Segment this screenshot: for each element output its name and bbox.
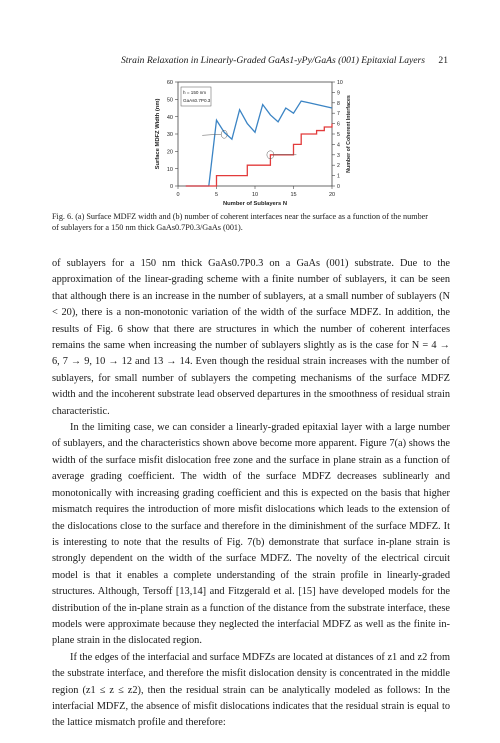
x-tick-label: 5 (214, 192, 219, 198)
y2-tick-label: 8 (337, 100, 340, 107)
paragraph-1: of sublayers for a 150 nm thick GaAs0.7P0.3 on a GaAs (001) substrate. Due to the approximation of the linear-grading scheme with a finite number of sublayers, it can be seen that although there is an increase in the number of sublayers, at a small number of sublayers (N < 20), there is a non-monotonic variation of the width of the surface MDFZ. In addition, the results of Fig. 6 show that there are structures in which the number of coherent interfaces remains the same when increasing the number of sublayers slightly as is the case for N = 4 → 6, 7 → 9, 10 → 12 and 13 → 14. Even though the residual strain increases with the number of sublayers, for small number of sublayers the competing mechanisms of the surface MDFZ width and the incoherent substrate lead observed departures in the smoothness of residual strain characteristic. (52, 258, 450, 417)
series-line-2 (186, 124, 332, 186)
running-title: Strain Relaxation in Linearly-Graded GaAs1-yPy/GaAs (001) Epitaxial Layers (120, 55, 425, 66)
page-number: 21 (438, 55, 448, 66)
y-tick-label: 10 (166, 166, 173, 173)
y-axis-label: Surface MDFZ Width (nm) (155, 98, 161, 170)
y2-tick-label: 1 (337, 173, 340, 180)
y-tick-label: 0 (169, 184, 173, 191)
caption-line-2: of sublayers for a 150 nm thick GaAs0.7P0.3/GaAs (001). (52, 223, 243, 233)
paragraph-3: If the edges of the interfacial and surface MDFZs are located at distances of z1 and z2 from the substrate interface, and therefore the misfit dislocation density is concentrated in the middle region (z1 ≤ z ≤ z2), then the residual strain can be analytically modeled as follows: In the interfacial MDFZ, the absence of misfit dislocations indicates that the residual strain is equal to the lattice mismatch profile and therefore: (52, 651, 450, 729)
figure-6-chart (150, 74, 355, 214)
x-tick-label: 0 (176, 192, 180, 198)
y2-tick-label: 9 (337, 90, 340, 97)
y-tick-label: 50 (166, 97, 173, 104)
chart-svg (150, 74, 355, 214)
y2-axis-label: Number of Coherent Interfaces (346, 95, 352, 173)
series-line-1 (186, 101, 332, 186)
blue-series-pointer (202, 134, 221, 135)
running-header (0, 55, 500, 71)
y-tick-label: 20 (166, 149, 173, 156)
y-tick-label: 60 (166, 80, 173, 87)
caption-line-1: Fig. 6. (a) Surface MDFZ width and (b) number of coherent interfaces near the surface as a function of the number (52, 212, 429, 221)
figure-caption (52, 211, 449, 234)
y-tick-label: 40 (166, 114, 173, 121)
y2-tick-label: 10 (337, 80, 343, 86)
y2-tick-label: 0 (337, 184, 340, 190)
annotation-line: GaAs0.7P0.3 (183, 98, 211, 103)
y2-tick-label: 4 (337, 142, 340, 149)
y2-tick-label: 3 (337, 152, 340, 159)
y-tick-label: 30 (166, 132, 173, 139)
x-tick-label: 15 (290, 192, 297, 198)
x-axis-label: Number of Sublayers N (222, 201, 288, 207)
body-text (52, 256, 450, 732)
y2-tick-label: 2 (337, 163, 340, 170)
annotation-line: h = 150 nm (183, 90, 207, 95)
x-tick-label: 20 (328, 192, 336, 198)
y2-tick-label: 5 (337, 132, 340, 138)
y2-tick-label: 7 (337, 111, 340, 118)
paragraph-2: In the limiting case, we can consider a linearly-graded epitaxial layer with a large number of sublayers, and the characteristics shown above become more apparent. Figure 7(a) shows the width of the surface misfit dislocation free zone and the surface in plane strain as a function of average grading coefficient. The width of the surface MDFZ decreases sublinearly and monotonically with increasing grading coefficient and this is expected on the basis that higher mismatch requires the introduction of more misfit dislocations which leads to the extension of the dislocations close to the surface and therefore in the diminishment of the surface MDFZ. It is interesting to note that the results of Fig. 7(b) demonstrate that surface in-plane strain is strongly dependent on the width of the surface MDFZ. The novelty of the electrical circuit model is that it enables a complete understanding of the strain profile in linearly-graded structures. Although, Tersoff [13,14] and Fitzgerald et al. [15] have developed models for the distribution of the in-plane strain as a function of the distance from the substrate interface, these models were approximate because they neglected the interfacial MDFZ as well as the finite in-plane strain in the dislocated region. (52, 422, 450, 647)
x-tick-label: 10 (251, 192, 259, 198)
y2-tick-label: 6 (337, 121, 340, 128)
